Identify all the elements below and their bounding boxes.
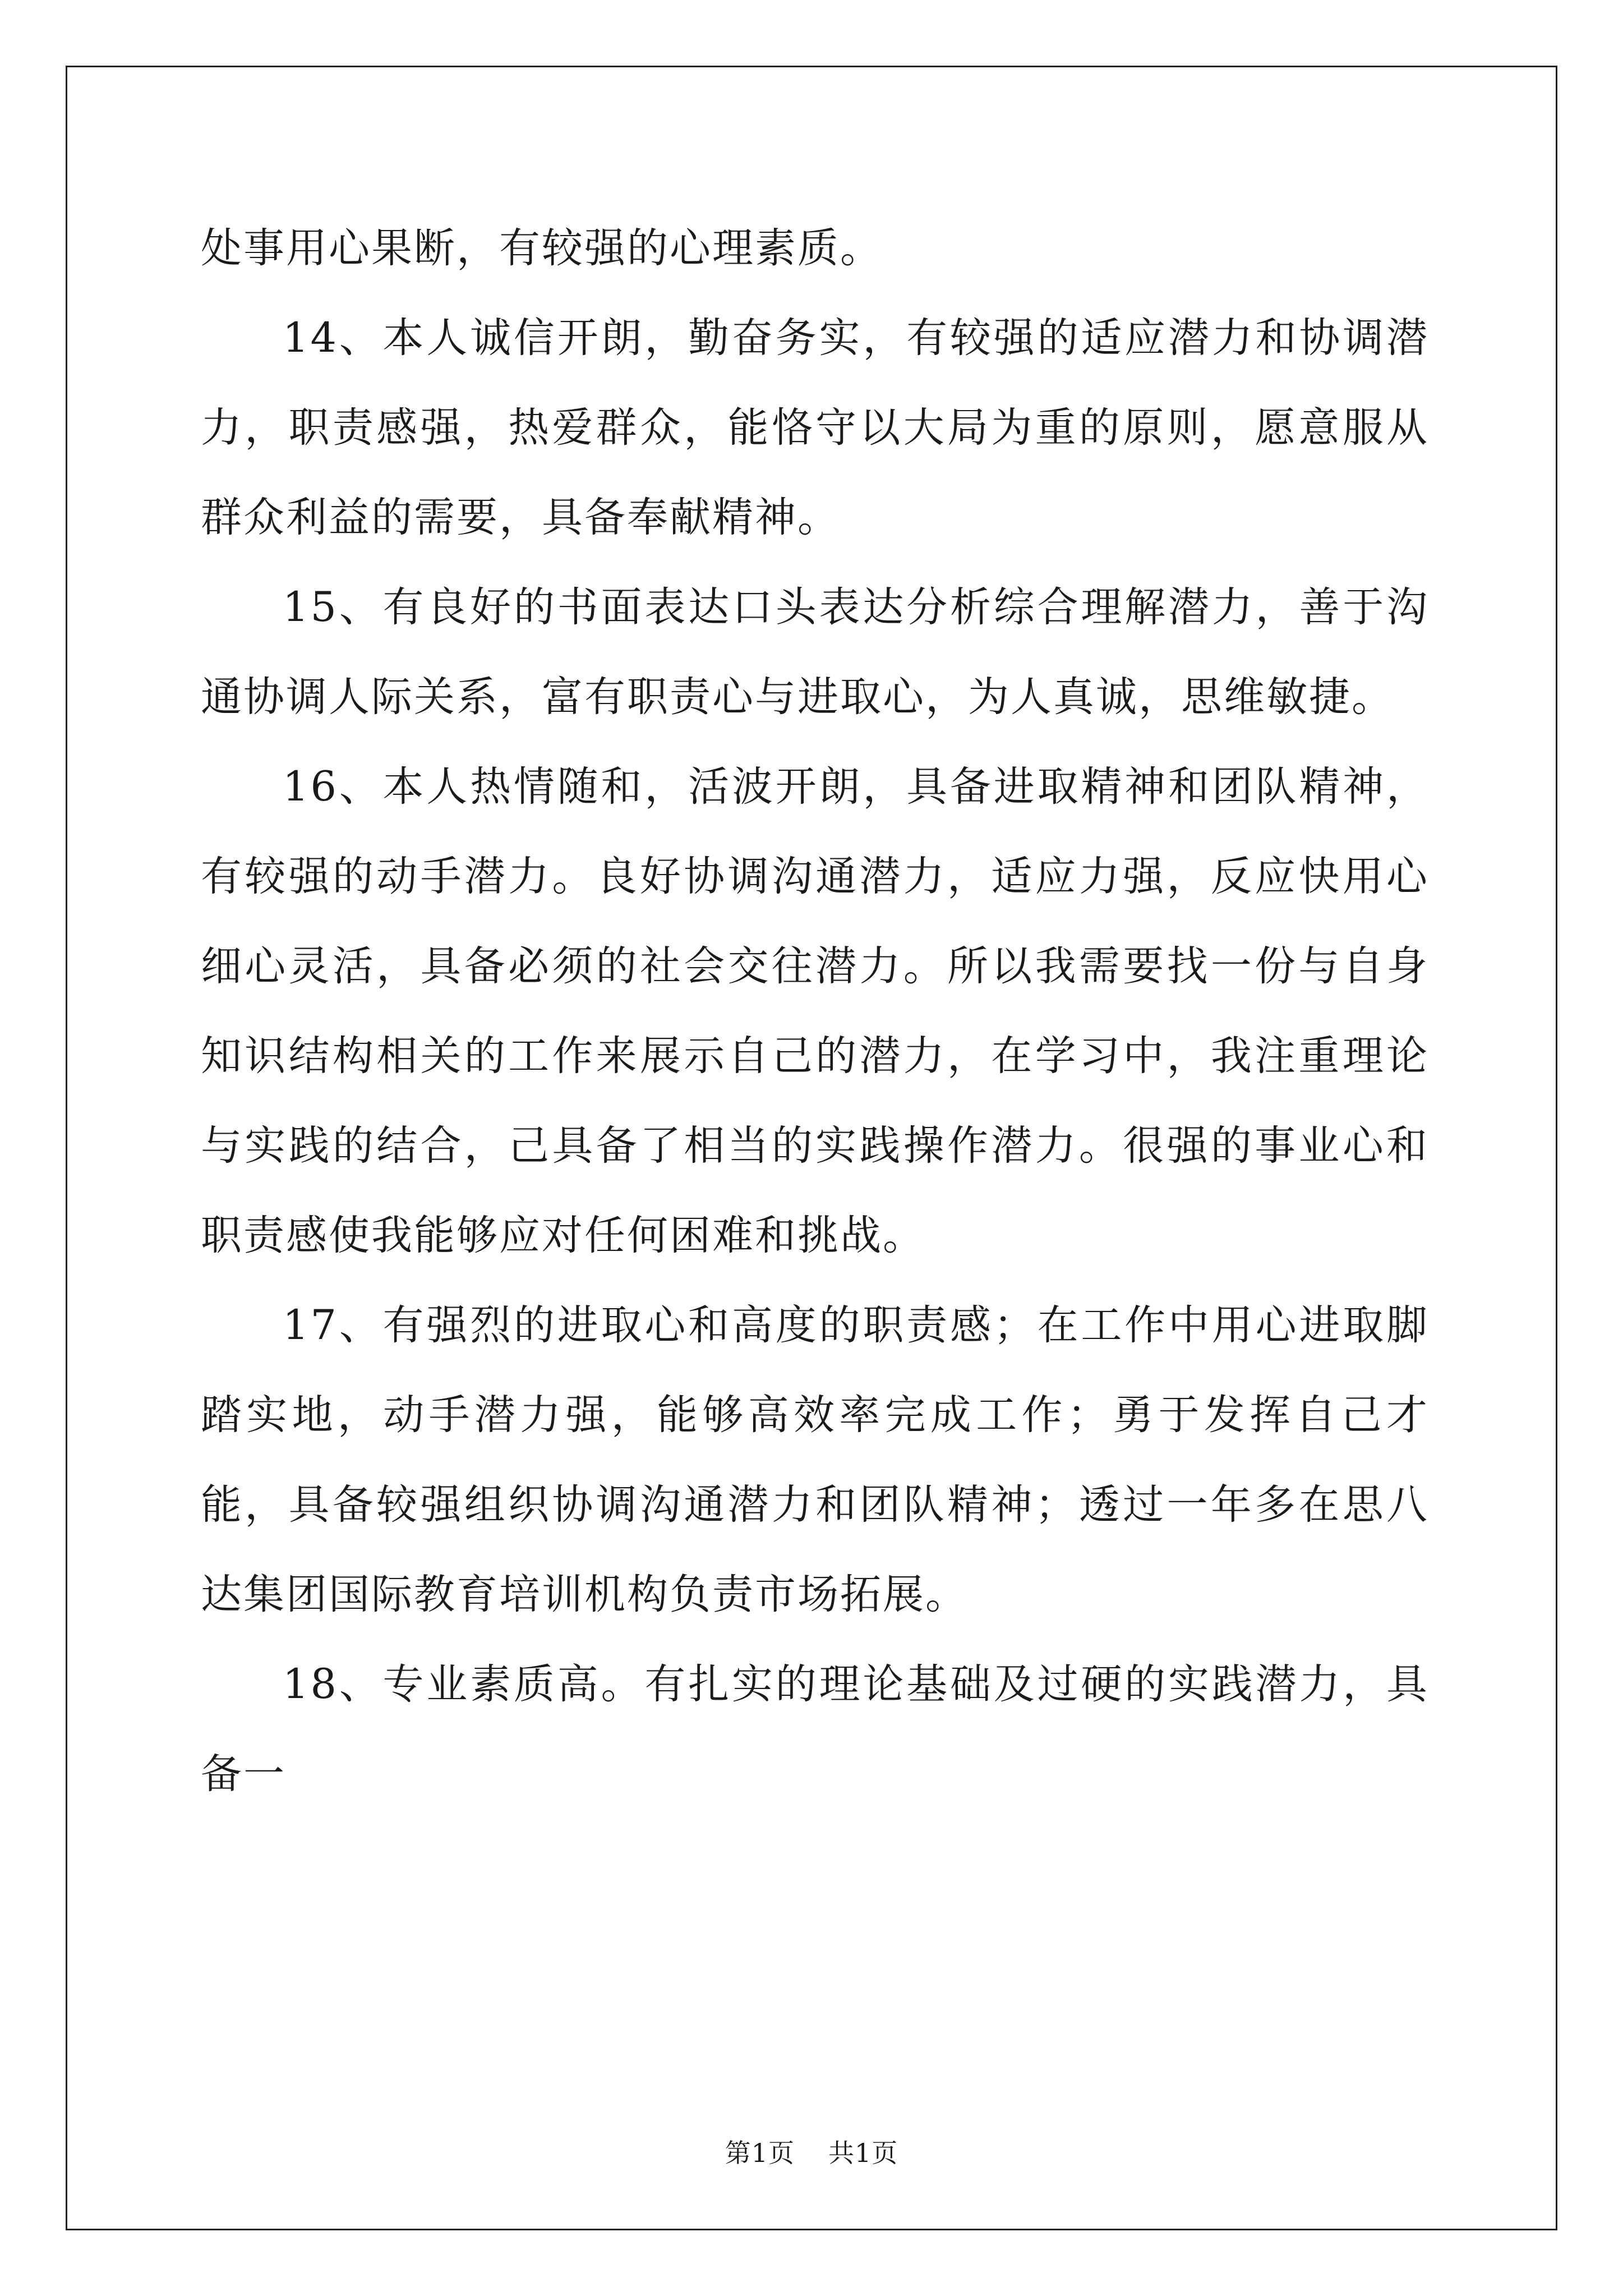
- paragraph-4: 16、本人热情随和，活波开朗，具备进取精神和团队精神，有较强的动手潜力。良好协调沟通潜力，适应力强，反应快用心细心灵活，具备必须的社会交往潜力。所以我需要找一份与自身知识结构相关的工作来展示自己的潜力，在学习中，我注重理论与实践的结合，己具备了相当的实践操作潜力。很强的事业心和职责感使我能够应对任何困难和挑战。: [201, 763, 1429, 1259]
- page-number-total: 共1页: [828, 2138, 898, 2168]
- paragraph-6: 18、专业素质高。有扎实的理论基础及过硬的实践潜力，具备一: [201, 1660, 1429, 1798]
- document-body: [201, 204, 1429, 1819]
- page-number-current: 第1页: [725, 2138, 795, 2168]
- paragraph-5: 17、有强烈的进取心和高度的职责感；在工作中用心进取脚踏实地，动手潜力强，能够高效率完成工作；勇于发挥自己才能，具备较强组织协调沟通潜力和团队精神；透过一年多在思八达集团国际教育培训机构负责市场拓展。: [201, 1301, 1429, 1618]
- paragraph-3: 15、有良好的书面表达口头表达分析综合理解潜力，善于沟通协调人际关系，富有职责心与进取心，为人真诚，思维敏捷。: [201, 583, 1429, 721]
- paragraph-2: 14、本人诚信开朗，勤奋务实，有较强的适应潜力和协调潜力，职责感强，热爱群众，能恪守以大局为重的原则，愿意服从群众利益的需要，具备奉献精神。: [201, 314, 1429, 541]
- page-footer: [0, 2136, 1623, 2170]
- paragraph-1: 处事用心果断，有较强的心理素质。: [201, 224, 883, 272]
